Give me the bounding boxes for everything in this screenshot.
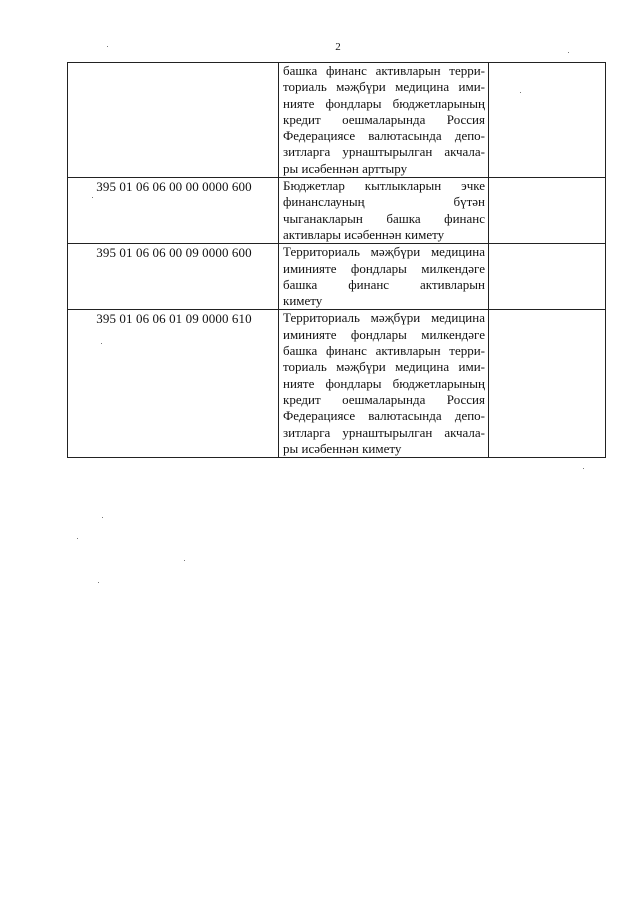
table-row (68, 310, 606, 458)
description-line: активлары исәбеннән кимету (283, 226, 445, 242)
table-row (68, 178, 606, 244)
description-line: кимету (283, 293, 323, 309)
amount-cell (489, 244, 606, 310)
scan-speck (520, 92, 521, 93)
description-line: зитларга урнаштырылган акчала- (283, 144, 485, 160)
amount-cell (489, 63, 606, 178)
description-cell (279, 63, 489, 178)
budget-classification-table (67, 62, 606, 458)
description-line: Федерациясе валютасында депо- (283, 128, 485, 144)
description-line: башка финанс активларын терри- (283, 343, 485, 359)
description-line: ры исәбеннән кимету (283, 440, 402, 456)
scan-speck (98, 582, 99, 583)
description-line: Федерациясе валютасында депо- (283, 408, 485, 424)
description-line: Бюджетлар кытлыкларын эчке (283, 178, 485, 194)
description-line: иминияте фондлары милкендәге (283, 260, 485, 276)
description-line: нияте фондлары бюджетларының (283, 375, 485, 391)
description-line: ториаль мәҗбүри медицина ими- (283, 79, 485, 95)
scan-speck (77, 538, 78, 539)
description-cell (279, 310, 489, 458)
description-line: кредит оешмаларында Россия (283, 111, 485, 127)
amount-cell (489, 178, 606, 244)
description-line: иминияте фондлары милкендәге (283, 326, 485, 342)
description-line: нияте фондлары бюджетларының (283, 95, 485, 111)
description-cell (279, 244, 489, 310)
description-line: Территориаль мәҗбүри медицина (283, 244, 485, 260)
scan-speck (101, 343, 102, 344)
description-line: чыганакларын башка финанс (283, 210, 485, 226)
scan-speck (92, 197, 93, 198)
description-line: ториаль мәҗбүри медицина ими- (283, 359, 485, 375)
description-line: финанслауның бүтән (283, 194, 485, 210)
table-row (68, 63, 606, 178)
page-number: 2 (335, 41, 341, 53)
scan-speck (568, 52, 569, 53)
description-line: Территориаль мәҗбүри медицина (283, 310, 485, 326)
table-row (68, 244, 606, 310)
classification-code-cell: 395 01 06 06 00 09 0000 600 (68, 244, 279, 310)
description-cell (279, 178, 489, 244)
description-line: зитларга урнаштырылган акчала- (283, 424, 485, 440)
scan-speck (107, 46, 108, 47)
scan-speck (184, 560, 185, 561)
description-line: ры исәбеннән арттыру (283, 160, 408, 176)
classification-code-cell (68, 63, 279, 178)
scan-speck (583, 468, 584, 469)
classification-code-cell: 395 01 06 06 00 00 0000 600 (68, 178, 279, 244)
amount-cell (489, 310, 606, 458)
classification-code-cell: 395 01 06 06 01 09 0000 610 (68, 310, 279, 458)
scan-speck (102, 517, 103, 518)
description-line: кредит оешмаларында Россия (283, 391, 485, 407)
description-line: башка финанс активларын терри- (283, 63, 485, 78)
description-line: башка финанс активларын (283, 276, 485, 292)
